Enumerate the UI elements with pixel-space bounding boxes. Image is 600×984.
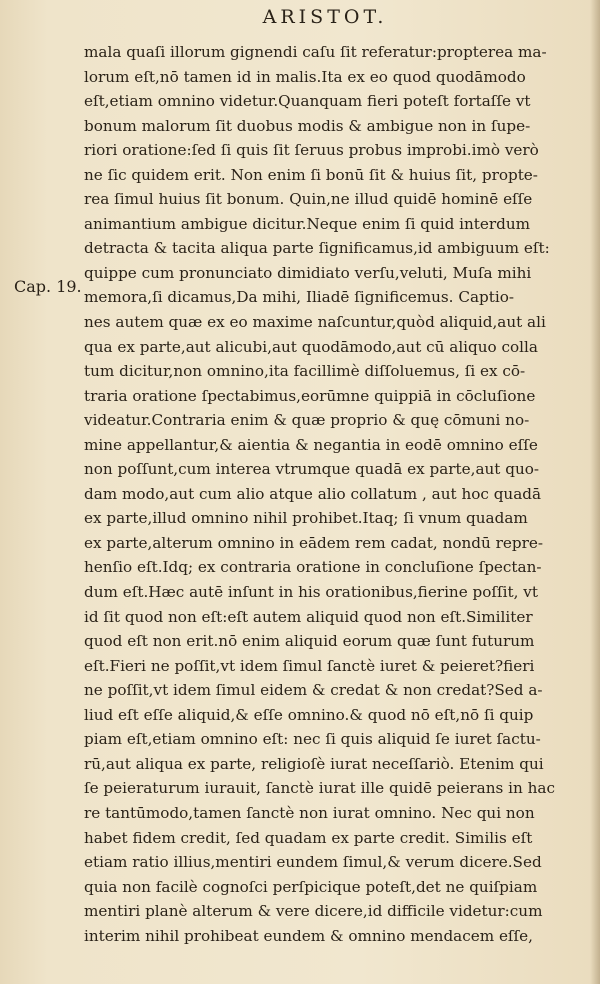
- text-line: liud eſt eſſe aliquid,& eſſe omnino.& quod nō eſt,nō ſi quip: [84, 705, 534, 724]
- text-line: mala quaſi illorum gignendi caſu ſit referatur:propterea ma-: [84, 43, 547, 61]
- text-line: quia non facilè cognoſci perſpicique poteſt,det ne quiſpiam: [84, 877, 538, 896]
- text-line: rū,aut aliqua ex parte, religioſè iurat neceſſariò. Etenim qui: [84, 754, 544, 773]
- text-line: lorum eſt,nō tamen id in malis.Ita ex eo quod quodāmodo: [84, 67, 526, 86]
- text-line: bonum malorum ſit duobus modis & ambigue non in ſupe-: [84, 116, 531, 135]
- text-line: ne poſſit,vt idem ſimul eidem & credat & non credat?Sed a-: [84, 681, 543, 700]
- margin-chapter-note: Cap. 19.: [14, 277, 82, 296]
- text-line: non poſſunt,cum interea vtrumque quadā ex parte,aut quo-: [84, 460, 540, 479]
- text-line: ex parte,illud omnino nihil prohibet.Itaq; ſi vnum quadam: [84, 509, 528, 528]
- text-line: memora,ſi dicamus,Da mihi, Iliadē ſignificemus. Captio-: [84, 288, 514, 307]
- text-line: mentiri planè alterum & vere dicere,id difficile videtur:cum: [84, 902, 543, 921]
- text-line: qua ex parte,aut alicubi,aut quodāmodo,aut cū aliquo colla: [84, 337, 538, 356]
- running-head: ARISTOT.: [262, 6, 388, 28]
- text-line: nes autem quæ ex eo maxime naſcuntur,quòd aliquid,aut ali: [84, 313, 546, 332]
- text-line: eſt.Fieri ne poſſit,vt idem ſimul ſanctè iuret & peieret?fieri: [84, 656, 535, 675]
- text-line: re tantūmodo,tamen ſanctè non iurat omnino. Nec qui non: [84, 803, 535, 822]
- text-line: dam modo,aut cum alio atque alio collatum , aut hoc quadā: [84, 484, 542, 503]
- text-line: id ſit quod non eſt:eſt autem aliquid quod non eſt.Similiter: [84, 607, 533, 626]
- text-line: mine appellantur,& aientia & negantia in eodē omnino eſſe: [84, 435, 538, 454]
- text-line: traria oratione ſpectabimus,eorūmne quippiā in cōcluſione: [84, 386, 536, 405]
- text-line: rea ſimul huius ſit bonum. Quin,ne illud quidē hominē eſſe: [84, 190, 533, 209]
- text-line: videatur.Contraria enim & quæ proprio & quę cōmuni no-: [84, 411, 530, 430]
- text-line: henſio eſt.Idq; ex contraria oratione in concluſione ſpectan-: [84, 558, 542, 577]
- text-line: riori oratione:ſed ſi quis ſit ſeruus probus improbi.imò verò: [84, 141, 539, 160]
- text-line: quippe cum pronunciato dimidiato verſu,veluti, Muſa mihi: [84, 263, 532, 282]
- text-line: etiam ratio illius,mentiri eundem ſimul,& verum dicere.Sed: [84, 853, 542, 872]
- text-line: ſe peieraturum iurauit, ſanctè iurat ille quidē peierans in hac: [84, 779, 555, 798]
- text-line: ex parte,alterum omnino in eādem rem cadat, nondū repre-: [84, 533, 543, 552]
- text-line: dum eſt.Hæc autē inſunt in his orationibus,fierine poſſit, vt: [84, 583, 538, 602]
- text-line: tum dicitur,non omnino,ita facillimè diſſoluemus, ſi ex cō-: [84, 362, 526, 381]
- text-line: animantium ambigue dicitur.Neque enim ſi quid interdum: [84, 214, 531, 233]
- text-line: interim nihil prohibeat eundem & omnino mendacem eſſe,: [84, 926, 533, 945]
- text-line: quod eſt non erit.nō enim aliquid eorum quæ ſunt futurum: [84, 632, 535, 651]
- page-edge-shadow: [590, 0, 600, 984]
- body-text: [84, 40, 578, 948]
- text-line: detracta & tacita aliqua parte ſignificamus,id ambiguum eſt:: [84, 239, 550, 258]
- text-line: ne ſic quidem erit. Non enim ſi bonū ſit & huius ſit, propte-: [84, 165, 538, 184]
- text-line: piam eſt,etiam omnino eſt: nec ſi quis aliquid ſe iuret ſactu-: [84, 730, 541, 749]
- text-line: habet fidem credit, ſed quadam ex parte credit. Similis eſt: [84, 828, 533, 847]
- text-line: eſt,etiam omnino videtur.Quanquam fieri poteſt fortaſſe vt: [84, 92, 531, 111]
